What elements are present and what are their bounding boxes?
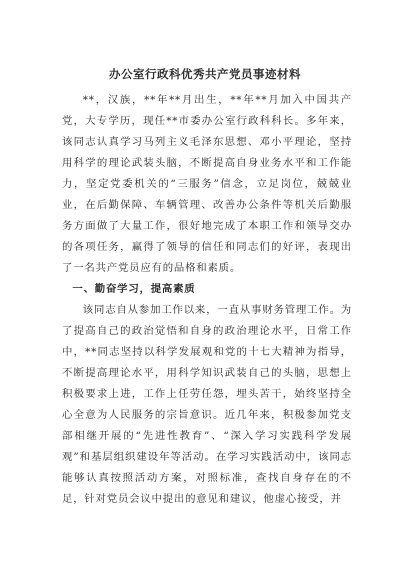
section-paragraph: 该同志自从参加工作以来，一直从事财务管理工作。为了提高自己的政治觉悟和自身的政治理论水平，日常工作中，**同志坚持以科学发展观和党的十七大精神为指导，不断提高理论水平，用科学知识武装自己的头脑，思想上积极要求上进，工作上任劳任怨，埋头苦干，始终坚持全心全意为人民服务的宗旨意识。近几年来，积极参加党支部相继开展的“先进性教育”、“深入学习实践科学发展观”和基层组织建设年等活动。在学习实践活动中，该同志能够认真按照活动方案，对照标准，查找自身存在的不足，针对党员会议中提出的意见和建议，他虚心接受，并: [62, 304, 352, 505]
intro-paragraph: **，汉族，**年**月出生，**年**月加入中国共产党，大专学历，现任**市委办公室行政科科长。多年来，该同志认真学习马列主义毛泽东思想、邓小平理论，坚持用科学的理论武装头脑，不断提高自身业务水平和工作能力，坚定党委机关的“三服务”信念，立足岗位，兢兢业业，在后勤保障、车辆管理、改善办公条件等机关后勤服务方面做了大量工作，很好地完成了本职工作和领导交办的各项任务，赢得了领导的信任和同志们的好评，表现出了一名共产党员应有的品格和素质。: [62, 94, 352, 274]
document-title: 办公室行政科优秀共产党员事迹材料: [109, 67, 301, 81]
document-body: [62, 90, 352, 510]
section-heading: 一、勤奋学习，提高素质: [72, 283, 196, 295]
